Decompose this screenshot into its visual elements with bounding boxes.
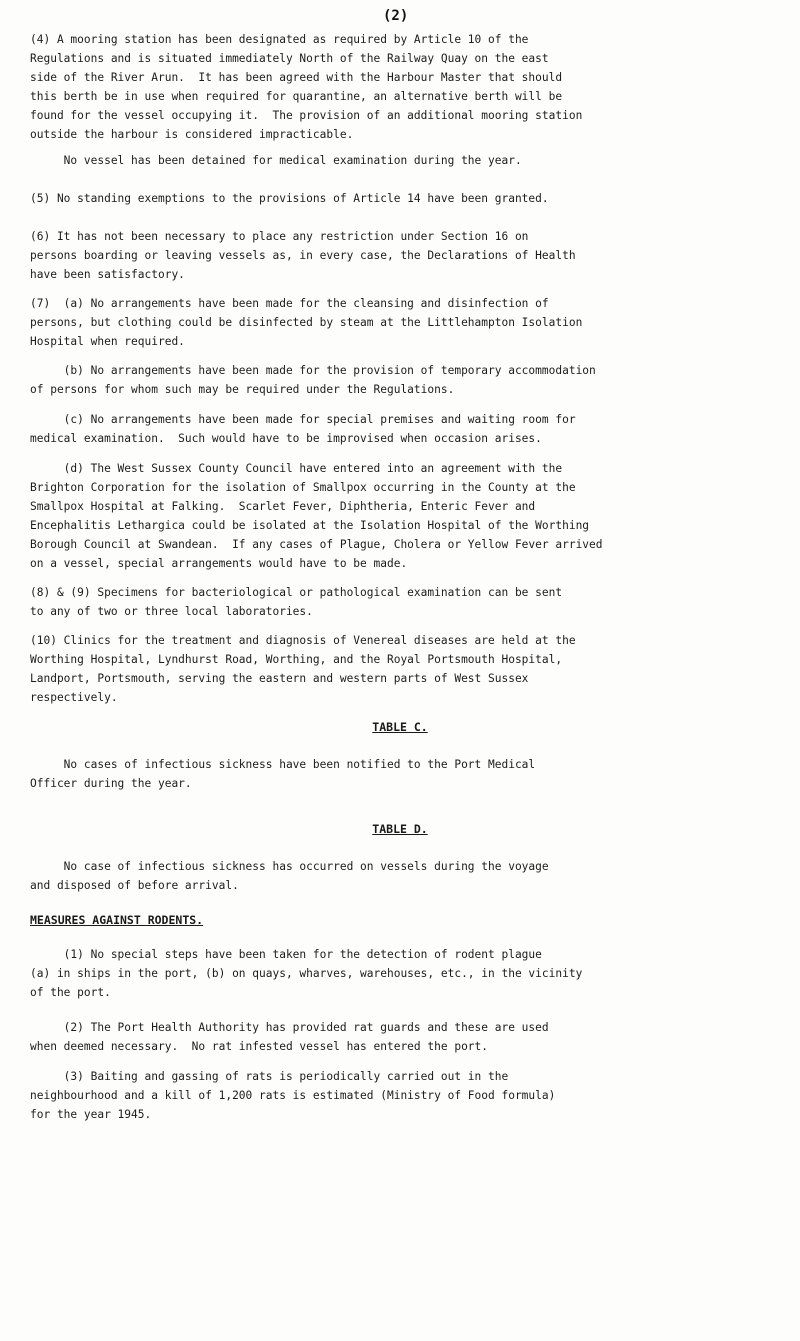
table-d-heading-text: TABLE D. bbox=[372, 822, 428, 836]
table-c-text: No cases of infectious sickness have been notified to the Port Medical Officer during the year. bbox=[30, 758, 536, 790]
paragraph-10-clinics: (10) Clinics for the treatment and diagnosis of Venereal diseases are held at the Worthing Hospital, Lyndhurst Road, Worthing, and the Royal Portsmouth Hospital, Landport, Portsmouth, serving the eastern and western parts of West Sussex respectively. bbox=[30, 634, 576, 704]
paragraph-8-9-specimens: (8) & (9) Specimens for bacteriological or pathological examination can be sent to any of two or three local laboratories. bbox=[30, 586, 563, 618]
table-c-heading-text: TABLE C. bbox=[372, 720, 428, 734]
paragraph-6-restrictions: (6) It has not been necessary to place any restriction under Section 16 on persons boarding or leaving vessels as, in every case, the Declarations of Health have been satisfactory. bbox=[30, 230, 576, 281]
paragraph-7c-premises: (c) No arrangements have been made for special premises and waiting room for medical examination. Such would have to be improvised when occasion arises. bbox=[30, 413, 576, 445]
rodents-measure-1: (1) No special steps have been taken for the detection of rodent plague (a) in ships in the port, (b) on quays, wharves, warehouses, etc., in the vicinity of the port. bbox=[30, 948, 583, 999]
paragraph-7d-isolation: (d) The West Sussex County Council have entered into an agreement with the Brighton Corporation for the isolation of Smallpox occurring in the County at the Smallpox Hospital at Falking. Scarlet Fever, Diphtheria, Enteric Fever and Encephalitis Lethargica could be isolated at the Isolation Hospital of the Worthing Borough Council at Swandean. If any cases of Plague, Cholera or Yellow Fever arrived on a vessel, special arrangements would have to be made. bbox=[30, 462, 603, 570]
paragraph-7a-cleansing: (7) (a) No arrangements have been made for the cleansing and disinfection of persons, but clothing could be disinfected by steam at the Littlehampton Isolation Hospital when required. bbox=[30, 297, 583, 348]
rodents-heading bbox=[30, 913, 203, 927]
table-c-heading bbox=[0, 720, 800, 734]
page-number: (2) bbox=[383, 8, 409, 24]
paragraph-4-mooring-station: (4) A mooring station has been designated as required by Article 10 of the Regulations and is situated immediately North of the Railway Quay on the east side of the River Arun. It has been agreed with the Harbour Master that should this berth be in use when required for quarantine, an alternative berth will be found for the vessel occupying it. The provision of an additional mooring station outside the harbour is considered impracticable. bbox=[30, 33, 583, 141]
paragraph-7b-accommodation: (b) No arrangements have been made for the provision of temporary accommodation of persons for whom such may be required under the Regulations. bbox=[30, 364, 596, 396]
table-d-text: No case of infectious sickness has occurred on vessels during the voyage and disposed of before arrival. bbox=[30, 860, 549, 892]
table-d-heading bbox=[0, 822, 800, 836]
rodents-heading-text: MEASURES AGAINST RODENTS. bbox=[30, 913, 204, 927]
rodents-measure-2: (2) The Port Health Authority has provided rat guards and these are used when deemed necessary. No rat infested vessel has entered the port. bbox=[30, 1021, 549, 1053]
paragraph-no-vessel-detained: No vessel has been detained for medical examination during the year. bbox=[30, 154, 522, 167]
rodents-measure-3: (3) Baiting and gassing of rats is periodically carried out in the neighbourhood and a kill of 1,200 rats is estimated (Ministry of Food formula) for the year 1945. bbox=[30, 1070, 556, 1121]
paragraph-5-standing-exemptions: (5) No standing exemptions to the provisions of Article 14 have been granted. bbox=[30, 192, 549, 205]
